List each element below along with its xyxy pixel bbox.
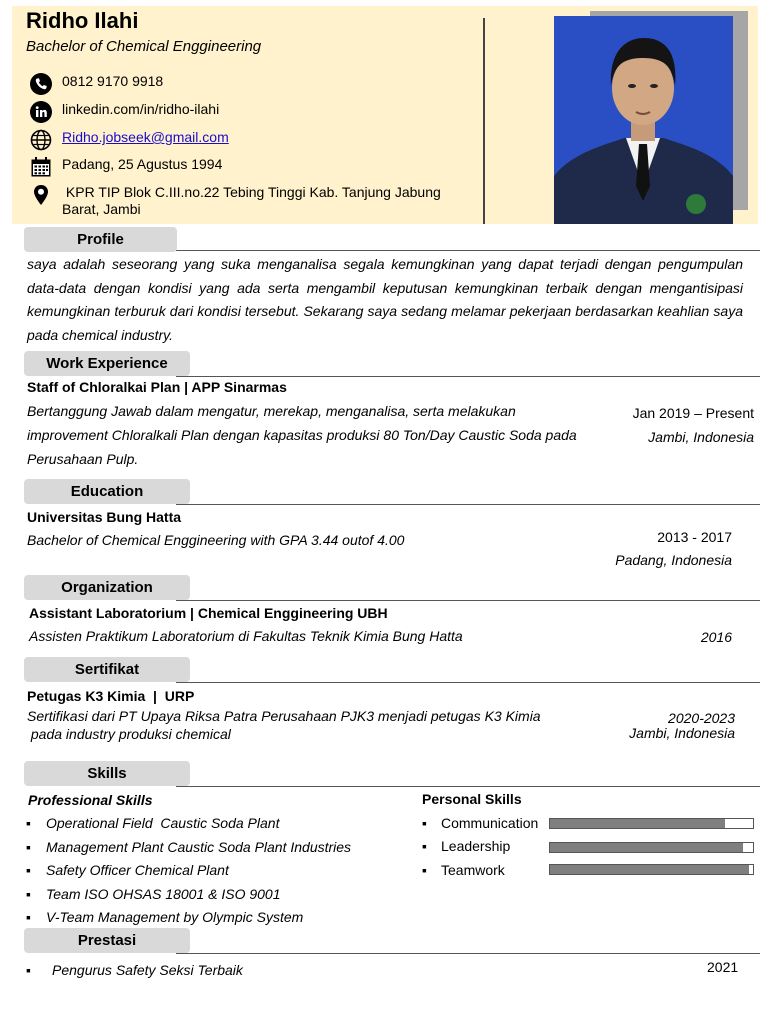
- contact-linkedin: [30, 101, 219, 123]
- section-title-achievement: Prestasi: [24, 928, 190, 953]
- work-role: Staff of Chloralkai Plan | APP Sinarmas: [27, 379, 287, 395]
- work-divider: [176, 376, 760, 377]
- list-bullet: ▪: [26, 909, 31, 925]
- candidate-degree: Bachelor of Chemical Enggineering: [26, 38, 262, 55]
- skill-level-fill: [550, 819, 725, 828]
- education-location: Padang, Indonesia: [615, 552, 732, 568]
- organization-divider: [176, 600, 760, 601]
- section-title-skills: Skills: [24, 761, 190, 786]
- achievement-item: Pengurus Safety Seksi Terbaik: [52, 962, 243, 978]
- organization-role: Assistant Laboratorium | Chemical Enggineering UBH: [29, 605, 388, 621]
- list-bullet: ▪: [26, 886, 31, 902]
- work-desc-line-3: Perusahaan Pulp.: [27, 451, 139, 467]
- education-period: 2013 - 2017: [657, 529, 732, 545]
- location-pin-icon: [30, 184, 52, 206]
- achievement-year: 2021: [707, 959, 739, 975]
- list-bullet: ▪: [26, 839, 31, 855]
- work-desc-line-2: improvement Chloralkali Plan dengan kapasitas produksi 80 Ton/Day Caustic Soda pada: [27, 427, 577, 443]
- header-divider: [483, 18, 485, 224]
- section-title-profile: Profile: [24, 227, 177, 252]
- certificate-name: Petugas K3 Kimia | URP: [27, 688, 195, 704]
- skill-level-bar: [549, 864, 754, 875]
- contact-email: [30, 129, 229, 151]
- section-title-organization: Organization: [24, 575, 190, 600]
- section-title-education: Education: [24, 479, 190, 504]
- birth-text: Padang, 25 Agustus 1994: [62, 156, 223, 172]
- contact-birth: [30, 156, 222, 178]
- skill-level-fill: [550, 865, 749, 874]
- achievement-divider: [176, 953, 760, 954]
- candidate-name: Ridho Ilahi: [26, 8, 139, 33]
- personal-skill-label: Communication: [441, 815, 539, 831]
- education-desc: Bachelor of Chemical Enggineering with GPA 3.44 outof 4.00: [27, 532, 405, 548]
- linkedin-text[interactable]: linkedin.com/in/ridho-ilahi: [62, 101, 220, 117]
- address-text: [62, 184, 441, 218]
- profile-divider: [176, 250, 760, 251]
- certificate-divider: [176, 682, 760, 683]
- contact-phone: [30, 73, 163, 95]
- certificate-desc-line-1: Sertifikasi dari PT Upaya Riksa Patra Perusahaan PJK3 menjadi petugas K3 Kimia: [27, 708, 541, 724]
- personal-skills-title: Personal Skills: [422, 791, 522, 807]
- certificate-period: 2020-2023: [668, 710, 735, 726]
- calendar-icon: [30, 156, 52, 178]
- phone-icon: [30, 73, 52, 95]
- address-line-2: Barat, Jambi: [62, 201, 141, 217]
- list-bullet: ▪: [422, 815, 427, 831]
- profile-text: saya adalah seseorang yang suka menganalisa segala kemungkinan yang dapat terjadi dengan pengumpulan data-data dengan kondisi yang ada serta mengambil keputusan kemungkinan terbaik dengan mengantisipasi kemungkinan terburuk dari kondisi tersebut. Sekarang saya sedang melamar pekerjaan berdasarkan keahlian saya pada chemical industry.: [27, 256, 743, 343]
- list-bullet: ▪: [422, 838, 427, 854]
- work-period: Jan 2019 – Present: [632, 405, 754, 421]
- section-title-certificate: Sertifikat: [24, 657, 190, 682]
- contact-address: [30, 184, 441, 218]
- education-school: Universitas Bung Hatta: [27, 509, 182, 525]
- professional-skill-item: Operational Field Caustic Soda Plant: [46, 815, 280, 831]
- skill-level-bar: [549, 818, 754, 829]
- skill-level-fill: [550, 843, 743, 852]
- work-location: Jambi, Indonesia: [648, 429, 754, 445]
- list-bullet: ▪: [26, 962, 31, 978]
- professional-skill-item: Safety Officer Chemical Plant: [46, 862, 229, 878]
- address-line-1: KPR TIP Blok C.III.no.22 Tebing Tinggi Kab. Tanjung Jabung: [62, 184, 441, 200]
- skills-divider: [176, 786, 760, 787]
- organization-desc: Assisten Praktikum Laboratorium di Fakultas Teknik Kimia Bung Hatta: [29, 628, 463, 644]
- certificate-location: Jambi, Indonesia: [629, 725, 735, 741]
- work-desc-line-1: Bertanggung Jawab dalam mengatur, merekap, menganalisa, serta melakukan: [27, 403, 516, 419]
- professional-skills-title: Professional Skills: [28, 792, 153, 808]
- list-bullet: ▪: [422, 862, 427, 878]
- list-bullet: ▪: [26, 862, 31, 878]
- certificate-desc-line-2: pada industry produksi chemical: [27, 726, 231, 742]
- professional-skill-item: V-Team Management by Olympic System: [46, 909, 304, 925]
- phone-text: 0812 9170 9918: [62, 73, 164, 89]
- profile-photo: [554, 16, 733, 224]
- personal-skill-label: Teamwork: [441, 862, 505, 878]
- professional-skill-item: Team ISO OHSAS 18001 & ISO 9001: [46, 886, 281, 902]
- skill-level-bar: [549, 842, 754, 853]
- professional-skill-item: Management Plant Caustic Soda Plant Industries: [46, 839, 352, 855]
- education-divider: [176, 504, 760, 505]
- personal-skill-label: Leadership: [441, 838, 511, 854]
- globe-icon: [30, 129, 52, 151]
- organization-year: 2016: [700, 629, 732, 645]
- section-title-work-experience: Work Experience: [24, 351, 190, 376]
- email-link[interactable]: Ridho.jobseek@gmail.com: [62, 129, 229, 145]
- list-bullet: ▪: [26, 815, 31, 831]
- linkedin-icon: [30, 101, 52, 123]
